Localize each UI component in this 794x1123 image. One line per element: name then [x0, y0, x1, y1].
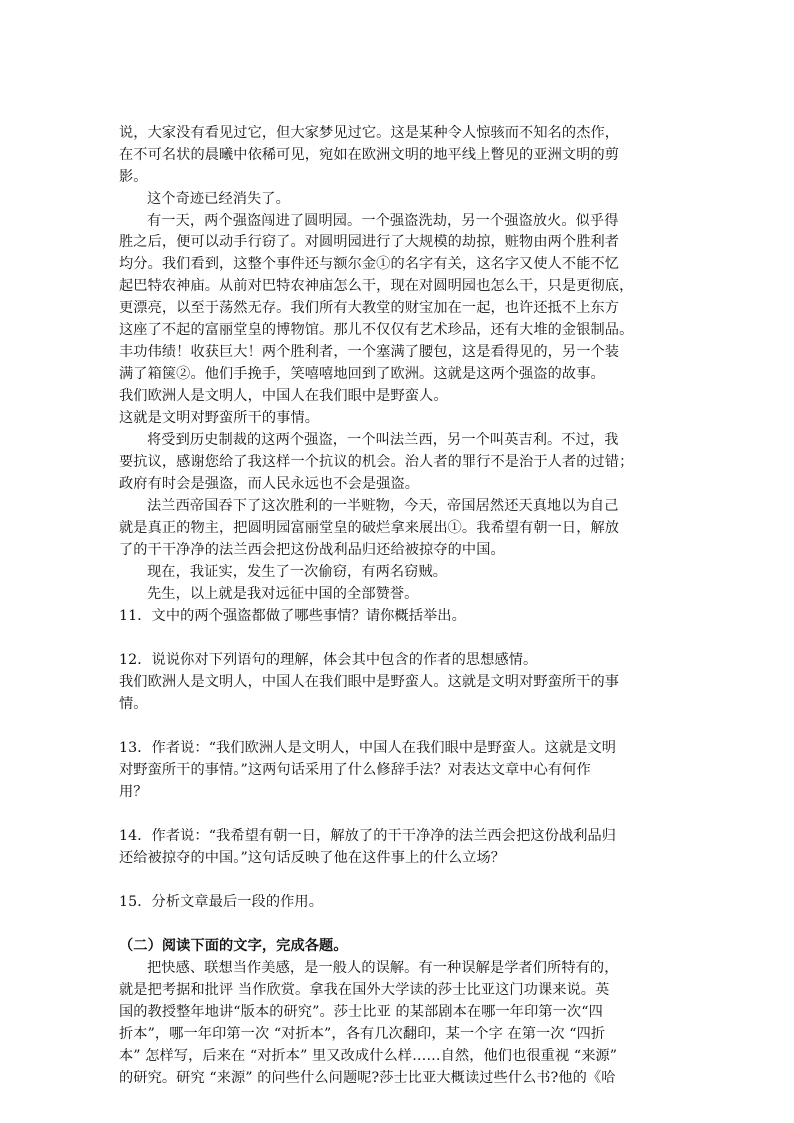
passage-line: 更漂亮，以至于荡然无存。我们所有大教堂的财宝加在一起，也许还抵不上东方 — [119, 300, 620, 316]
question-12: 12．说说你对下列语句的理解，体会其中包含的作者的思想感情。 — [119, 652, 538, 668]
passage-line: 要抗议，感谢您给了我这样一个抗议的机会。治人者的罪行不是治于人者的过错； — [119, 454, 634, 470]
passage-line: 均分。我们看到，这整个事件还与额尔金①的名字有关，这名字又使人不能不忆 — [119, 256, 620, 272]
question-14: 还给被掠夺的中国。”这句话反映了他在这件事上的什么立场？ — [119, 850, 506, 866]
passage-line: 这个奇迹已经消失了。 — [147, 191, 290, 207]
question-13: 对野蛮所干的事情。”这两句话采用了什么修辞手法？对表达文章中心有何作 — [119, 762, 591, 778]
passage-line: 先生，以上就是我对远征中国的全部赞誉。 — [147, 586, 419, 602]
section-heading: （二）阅读下面的文字，完成各题。 — [119, 938, 348, 954]
passage-line: 有一天，两个强盗闯进了圆明园。一个强盗洗劫，另一个强盗放火。似乎得 — [147, 213, 619, 229]
passage-line: 把快感、联想当作美感，是一般人的误解。有一种误解是学者们所特有的， — [147, 960, 619, 976]
question-12-quote: 我们欧洲人是文明人，中国人在我们眼中是野蛮人。这就是文明对野蛮所干的事 — [119, 674, 620, 690]
question-13: 13．作者说：“我们欧洲人是文明人，中国人在我们眼中是野蛮人。这就是文明 — [119, 740, 617, 756]
passage-line: 这就是文明对野蛮所干的事情。 — [119, 410, 320, 426]
passage-line: 起巴特农神庙。从前对巴特农神庙怎么干，现在对圆明园也怎么干，只是更彻底， — [119, 278, 634, 294]
passage-line: 在不可名状的晨曦中依稀可见，宛如在欧洲文明的地平线上瞥见的亚洲文明的剪 — [119, 147, 620, 163]
passage-line: 国的教授整年地讲“版本的研究”。莎士比亚 的某部剧本在哪一年印第一次“四 — [119, 1004, 603, 1020]
passage-line: 满了箱箧②。他们手挽手，笑嘻嘻地回到了欧洲。这就是这两个强盗的故事。 — [119, 366, 605, 382]
passage-line: 丰功伟绩！收获巨大！两个胜利者，一个塞满了腰包，这是看得见的，另一个装 — [119, 344, 620, 360]
passage-line: 现在，我证实，发生了一次偷窃，有两名窃贼。 — [147, 564, 448, 580]
passage-line: 将受到历史制裁的这两个强盗，一个叫法兰西，另一个叫英吉利。不过，我 — [147, 432, 619, 448]
passage-line: 了的干干净净的法兰西会把这份战利品归还给被掠夺的中国。 — [119, 542, 505, 558]
passage-line: 我们欧洲人是文明人，中国人在我们眼中是野蛮人。 — [119, 388, 448, 404]
question-15: 15．分析文章最后一段的作用。 — [119, 894, 323, 910]
passage-line: 就是把考据和批评 当作欣赏。拿我在国外大学读的莎士比亚这门功课来说。英 — [119, 982, 610, 998]
passage-line: 的研究。研究 “来源” 的问些什么问题呢?莎士比亚大概读过些什么书?他的《哈 — [119, 1070, 616, 1086]
passage-line: 政府有时会是强盗，而人民永远也不会是强盗。 — [119, 476, 420, 492]
question-12-quote: 情。 — [119, 696, 148, 712]
passage-line: 胜之后，便可以动手行窃了。对圆明园进行了大规模的劫掠，赃物由两个胜利者 — [119, 234, 620, 250]
passage-line: 影。 — [119, 169, 148, 185]
passage-line: 折本”，哪一年印第一次 “对折本”，各有几次翻印，某一个字 在第一次 “四折 — [119, 1026, 606, 1042]
passage-line: 就是真正的物主，把圆明园富丽堂皇的破烂拿来展出①。我希望有朝一日，解放 — [119, 520, 620, 536]
question-13: 用？ — [119, 784, 148, 800]
passage-line: 说，大家没有看见过它，但大家梦见过它。这是某种令人惊骇而不知名的杰作， — [119, 125, 620, 141]
passage-line: 这座了不起的富丽堂皇的博物馆。那儿不仅仅有艺术珍品，还有大堆的金银制品。 — [119, 322, 634, 338]
question-14: 14．作者说：“我希望有朝一日，解放了的干干净净的法兰西会把这份战利品归 — [119, 828, 617, 844]
passage-line: 法兰西帝国吞下了这次胜利的一半赃物，今天，帝国居然还天真地以为自己 — [147, 498, 619, 514]
passage-line: 本” 怎样写，后来在 “对折本” 里又改成什么样……自然，他们也很重视 “来源” — [119, 1048, 618, 1064]
question-11: 11．文中的两个强盗都做了哪些事情？请你概括举出。 — [119, 608, 466, 624]
